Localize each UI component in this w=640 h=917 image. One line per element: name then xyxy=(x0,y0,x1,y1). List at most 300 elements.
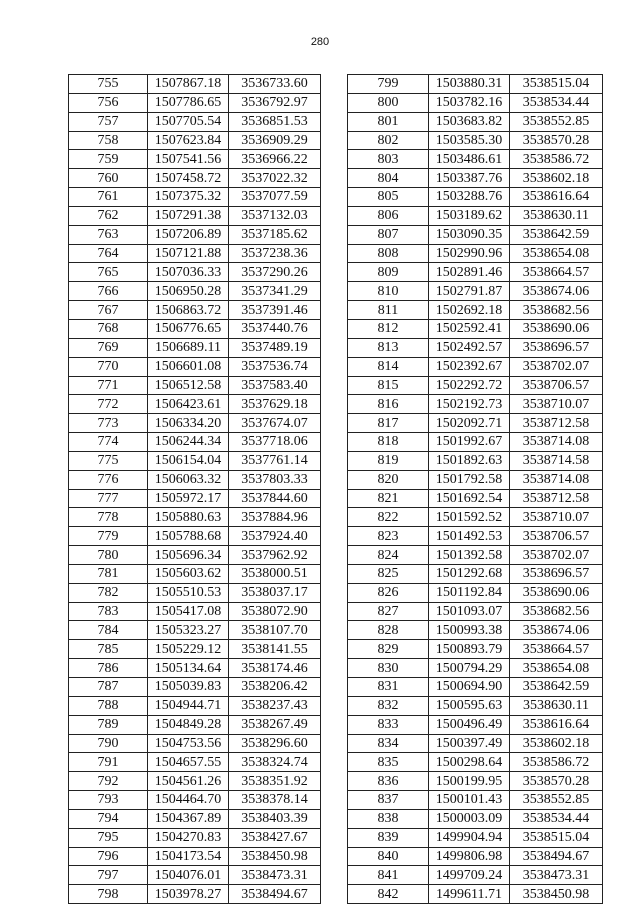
y-coordinate-cell: 3537536.74 xyxy=(229,357,321,376)
y-coordinate-cell: 3538690.06 xyxy=(510,319,603,338)
table-row xyxy=(69,546,321,565)
point-number-cell: 832 xyxy=(348,696,429,715)
point-number-cell: 764 xyxy=(69,244,148,263)
x-coordinate-cell: 1503585.30 xyxy=(429,131,510,150)
point-number-cell: 791 xyxy=(69,753,148,772)
point-number-cell: 766 xyxy=(69,282,148,301)
y-coordinate-cell: 3538602.18 xyxy=(510,734,603,753)
y-coordinate-cell: 3538682.56 xyxy=(510,602,603,621)
x-coordinate-cell: 1500298.64 xyxy=(429,753,510,772)
table-row xyxy=(69,753,321,772)
x-coordinate-cell: 1504270.83 xyxy=(148,828,229,847)
point-number-cell: 756 xyxy=(69,93,148,112)
table-row xyxy=(348,395,603,414)
y-coordinate-cell: 3538664.57 xyxy=(510,640,603,659)
table-row xyxy=(69,112,321,131)
table-row xyxy=(348,885,603,904)
y-coordinate-cell: 3538494.67 xyxy=(510,847,603,866)
table-row xyxy=(348,696,603,715)
y-coordinate-cell: 3538403.39 xyxy=(229,809,321,828)
point-number-cell: 808 xyxy=(348,244,429,263)
table-row xyxy=(348,376,603,395)
point-number-cell: 811 xyxy=(348,301,429,320)
y-coordinate-cell: 3538714.58 xyxy=(510,451,603,470)
table-row xyxy=(69,734,321,753)
table-row xyxy=(69,263,321,282)
table-row xyxy=(348,546,603,565)
point-number-cell: 787 xyxy=(69,678,148,697)
table-row xyxy=(69,489,321,508)
table-row xyxy=(348,93,603,112)
y-coordinate-cell: 3538690.06 xyxy=(510,583,603,602)
point-number-cell: 842 xyxy=(348,885,429,904)
y-coordinate-cell: 3537185.62 xyxy=(229,225,321,244)
x-coordinate-cell: 1500794.29 xyxy=(429,659,510,678)
y-coordinate-cell: 3538696.57 xyxy=(510,338,603,357)
point-number-cell: 768 xyxy=(69,319,148,338)
point-number-cell: 782 xyxy=(69,583,148,602)
x-coordinate-cell: 1502592.41 xyxy=(429,319,510,338)
table-row xyxy=(348,451,603,470)
x-coordinate-cell: 1507705.54 xyxy=(148,112,229,131)
x-coordinate-cell: 1501192.84 xyxy=(429,583,510,602)
coordinates-table-right xyxy=(347,74,603,904)
table-row xyxy=(69,395,321,414)
y-coordinate-cell: 3538473.31 xyxy=(510,866,603,885)
x-coordinate-cell: 1505323.27 xyxy=(148,621,229,640)
x-coordinate-cell: 1506244.34 xyxy=(148,433,229,452)
point-number-cell: 809 xyxy=(348,263,429,282)
table-row xyxy=(69,640,321,659)
point-number-cell: 816 xyxy=(348,395,429,414)
y-coordinate-cell: 3538534.44 xyxy=(510,809,603,828)
x-coordinate-cell: 1505972.17 xyxy=(148,489,229,508)
x-coordinate-cell: 1500101.43 xyxy=(429,791,510,810)
table-row xyxy=(69,659,321,678)
point-number-cell: 834 xyxy=(348,734,429,753)
x-coordinate-cell: 1506423.61 xyxy=(148,395,229,414)
table-row xyxy=(348,508,603,527)
table-row xyxy=(69,791,321,810)
y-coordinate-cell: 3537132.03 xyxy=(229,206,321,225)
x-coordinate-cell: 1504173.54 xyxy=(148,847,229,866)
table-row xyxy=(69,847,321,866)
y-coordinate-cell: 3537583.40 xyxy=(229,376,321,395)
y-coordinate-cell: 3538664.57 xyxy=(510,263,603,282)
point-number-cell: 755 xyxy=(69,75,148,94)
point-number-cell: 796 xyxy=(69,847,148,866)
point-number-cell: 778 xyxy=(69,508,148,527)
y-coordinate-cell: 3538710.07 xyxy=(510,395,603,414)
y-coordinate-cell: 3536851.53 xyxy=(229,112,321,131)
table-row xyxy=(69,583,321,602)
x-coordinate-cell: 1507867.18 xyxy=(148,75,229,94)
point-number-cell: 773 xyxy=(69,414,148,433)
y-coordinate-cell: 3537962.92 xyxy=(229,546,321,565)
point-number-cell: 792 xyxy=(69,772,148,791)
point-number-cell: 767 xyxy=(69,301,148,320)
x-coordinate-cell: 1502791.87 xyxy=(429,282,510,301)
table-row xyxy=(348,828,603,847)
point-number-cell: 819 xyxy=(348,451,429,470)
x-coordinate-cell: 1504849.28 xyxy=(148,715,229,734)
table-row xyxy=(69,678,321,697)
y-coordinate-cell: 3537884.96 xyxy=(229,508,321,527)
point-number-cell: 797 xyxy=(69,866,148,885)
x-coordinate-cell: 1505510.53 xyxy=(148,583,229,602)
point-number-cell: 801 xyxy=(348,112,429,131)
table-row xyxy=(348,847,603,866)
point-number-cell: 841 xyxy=(348,866,429,885)
y-coordinate-cell: 3538586.72 xyxy=(510,150,603,169)
table-row xyxy=(348,244,603,263)
x-coordinate-cell: 1501792.58 xyxy=(429,470,510,489)
y-coordinate-cell: 3538714.08 xyxy=(510,470,603,489)
x-coordinate-cell: 1503782.16 xyxy=(429,93,510,112)
table-row xyxy=(348,602,603,621)
table-row xyxy=(348,357,603,376)
y-coordinate-cell: 3537022.32 xyxy=(229,169,321,188)
y-coordinate-cell: 3537391.46 xyxy=(229,301,321,320)
y-coordinate-cell: 3538267.49 xyxy=(229,715,321,734)
page-number: 280 xyxy=(310,36,330,48)
point-number-cell: 815 xyxy=(348,376,429,395)
point-number-cell: 795 xyxy=(69,828,148,847)
point-number-cell: 840 xyxy=(348,847,429,866)
y-coordinate-cell: 3537629.18 xyxy=(229,395,321,414)
table-row xyxy=(348,583,603,602)
x-coordinate-cell: 1500893.79 xyxy=(429,640,510,659)
table-row xyxy=(69,696,321,715)
point-number-cell: 777 xyxy=(69,489,148,508)
y-coordinate-cell: 3537674.07 xyxy=(229,414,321,433)
point-number-cell: 757 xyxy=(69,112,148,131)
table-row xyxy=(69,602,321,621)
point-number-cell: 786 xyxy=(69,659,148,678)
x-coordinate-cell: 1503683.82 xyxy=(429,112,510,131)
x-coordinate-cell: 1501892.63 xyxy=(429,451,510,470)
point-number-cell: 824 xyxy=(348,546,429,565)
table-row xyxy=(69,169,321,188)
y-coordinate-cell: 3537924.40 xyxy=(229,527,321,546)
x-coordinate-cell: 1505134.64 xyxy=(148,659,229,678)
table-row xyxy=(69,433,321,452)
point-number-cell: 804 xyxy=(348,169,429,188)
table-row xyxy=(69,357,321,376)
table-row xyxy=(69,866,321,885)
point-number-cell: 772 xyxy=(69,395,148,414)
y-coordinate-cell: 3538450.98 xyxy=(229,847,321,866)
y-coordinate-cell: 3538552.85 xyxy=(510,112,603,131)
point-number-cell: 763 xyxy=(69,225,148,244)
x-coordinate-cell: 1502891.46 xyxy=(429,263,510,282)
x-coordinate-cell: 1501093.07 xyxy=(429,602,510,621)
x-coordinate-cell: 1503880.31 xyxy=(429,75,510,94)
y-coordinate-cell: 3537761.14 xyxy=(229,451,321,470)
y-coordinate-cell: 3538494.67 xyxy=(229,885,321,904)
point-number-cell: 828 xyxy=(348,621,429,640)
y-coordinate-cell: 3538616.64 xyxy=(510,715,603,734)
x-coordinate-cell: 1506776.65 xyxy=(148,319,229,338)
point-number-cell: 818 xyxy=(348,433,429,452)
x-coordinate-cell: 1502492.57 xyxy=(429,338,510,357)
y-coordinate-cell: 3538706.57 xyxy=(510,376,603,395)
x-coordinate-cell: 1500595.63 xyxy=(429,696,510,715)
point-number-cell: 769 xyxy=(69,338,148,357)
table-row xyxy=(348,169,603,188)
point-number-cell: 802 xyxy=(348,131,429,150)
point-number-cell: 799 xyxy=(348,75,429,94)
table-row xyxy=(348,866,603,885)
y-coordinate-cell: 3537718.06 xyxy=(229,433,321,452)
table-row xyxy=(348,206,603,225)
x-coordinate-cell: 1502292.72 xyxy=(429,376,510,395)
y-coordinate-cell: 3537440.76 xyxy=(229,319,321,338)
table-row xyxy=(69,188,321,207)
table-row xyxy=(69,319,321,338)
point-number-cell: 758 xyxy=(69,131,148,150)
point-number-cell: 775 xyxy=(69,451,148,470)
table-row xyxy=(69,414,321,433)
y-coordinate-cell: 3537290.26 xyxy=(229,263,321,282)
table-row xyxy=(69,131,321,150)
y-coordinate-cell: 3537803.33 xyxy=(229,470,321,489)
point-number-cell: 835 xyxy=(348,753,429,772)
y-coordinate-cell: 3538552.85 xyxy=(510,791,603,810)
x-coordinate-cell: 1503978.27 xyxy=(148,885,229,904)
x-coordinate-cell: 1503189.62 xyxy=(429,206,510,225)
point-number-cell: 794 xyxy=(69,809,148,828)
y-coordinate-cell: 3538714.08 xyxy=(510,433,603,452)
coordinates-table-left xyxy=(68,74,321,904)
x-coordinate-cell: 1505039.83 xyxy=(148,678,229,697)
x-coordinate-cell: 1501392.58 xyxy=(429,546,510,565)
table-row xyxy=(348,809,603,828)
point-number-cell: 807 xyxy=(348,225,429,244)
y-coordinate-cell: 3538206.42 xyxy=(229,678,321,697)
point-number-cell: 770 xyxy=(69,357,148,376)
x-coordinate-cell: 1506063.32 xyxy=(148,470,229,489)
point-number-cell: 822 xyxy=(348,508,429,527)
table-row xyxy=(348,527,603,546)
x-coordinate-cell: 1507036.33 xyxy=(148,263,229,282)
point-number-cell: 784 xyxy=(69,621,148,640)
y-coordinate-cell: 3538296.60 xyxy=(229,734,321,753)
point-number-cell: 826 xyxy=(348,583,429,602)
point-number-cell: 776 xyxy=(69,470,148,489)
x-coordinate-cell: 1501992.67 xyxy=(429,433,510,452)
point-number-cell: 820 xyxy=(348,470,429,489)
y-coordinate-cell: 3538702.07 xyxy=(510,357,603,376)
y-coordinate-cell: 3538237.43 xyxy=(229,696,321,715)
table-row xyxy=(348,753,603,772)
y-coordinate-cell: 3537844.60 xyxy=(229,489,321,508)
table-row xyxy=(348,188,603,207)
y-coordinate-cell: 3538141.55 xyxy=(229,640,321,659)
point-number-cell: 812 xyxy=(348,319,429,338)
y-coordinate-cell: 3537238.36 xyxy=(229,244,321,263)
x-coordinate-cell: 1499904.94 xyxy=(429,828,510,847)
y-coordinate-cell: 3536733.60 xyxy=(229,75,321,94)
table-row xyxy=(69,225,321,244)
x-coordinate-cell: 1506863.72 xyxy=(148,301,229,320)
y-coordinate-cell: 3538570.28 xyxy=(510,772,603,791)
y-coordinate-cell: 3538602.18 xyxy=(510,169,603,188)
y-coordinate-cell: 3538674.06 xyxy=(510,621,603,640)
table-row xyxy=(69,244,321,263)
x-coordinate-cell: 1500397.49 xyxy=(429,734,510,753)
point-number-cell: 761 xyxy=(69,188,148,207)
point-number-cell: 821 xyxy=(348,489,429,508)
y-coordinate-cell: 3538378.14 xyxy=(229,791,321,810)
x-coordinate-cell: 1505229.12 xyxy=(148,640,229,659)
x-coordinate-cell: 1507206.89 xyxy=(148,225,229,244)
x-coordinate-cell: 1507458.72 xyxy=(148,169,229,188)
x-coordinate-cell: 1507291.38 xyxy=(148,206,229,225)
table-row xyxy=(69,75,321,94)
table-row xyxy=(348,564,603,583)
x-coordinate-cell: 1504657.55 xyxy=(148,753,229,772)
x-coordinate-cell: 1501292.68 xyxy=(429,564,510,583)
point-number-cell: 813 xyxy=(348,338,429,357)
table-row xyxy=(348,640,603,659)
x-coordinate-cell: 1507541.56 xyxy=(148,150,229,169)
table-row xyxy=(69,93,321,112)
table-row xyxy=(348,112,603,131)
y-coordinate-cell: 3537077.59 xyxy=(229,188,321,207)
point-number-cell: 790 xyxy=(69,734,148,753)
table-row xyxy=(69,150,321,169)
x-coordinate-cell: 1504367.89 xyxy=(148,809,229,828)
point-number-cell: 783 xyxy=(69,602,148,621)
y-coordinate-cell: 3538702.07 xyxy=(510,546,603,565)
table-row xyxy=(348,772,603,791)
y-coordinate-cell: 3538706.57 xyxy=(510,527,603,546)
point-number-cell: 780 xyxy=(69,546,148,565)
point-number-cell: 759 xyxy=(69,150,148,169)
y-coordinate-cell: 3538654.08 xyxy=(510,659,603,678)
point-number-cell: 831 xyxy=(348,678,429,697)
point-number-cell: 830 xyxy=(348,659,429,678)
y-coordinate-cell: 3538107.70 xyxy=(229,621,321,640)
point-number-cell: 825 xyxy=(348,564,429,583)
point-number-cell: 806 xyxy=(348,206,429,225)
point-number-cell: 765 xyxy=(69,263,148,282)
x-coordinate-cell: 1506950.28 xyxy=(148,282,229,301)
x-coordinate-cell: 1501492.53 xyxy=(429,527,510,546)
table-row xyxy=(348,131,603,150)
table-row xyxy=(348,659,603,678)
y-coordinate-cell: 3538710.07 xyxy=(510,508,603,527)
table-row xyxy=(69,282,321,301)
point-number-cell: 817 xyxy=(348,414,429,433)
point-number-cell: 785 xyxy=(69,640,148,659)
y-coordinate-cell: 3536792.97 xyxy=(229,93,321,112)
table-row xyxy=(69,809,321,828)
table-row xyxy=(69,301,321,320)
y-coordinate-cell: 3538534.44 xyxy=(510,93,603,112)
table-row xyxy=(69,772,321,791)
y-coordinate-cell: 3538616.64 xyxy=(510,188,603,207)
y-coordinate-cell: 3538000.51 xyxy=(229,564,321,583)
table-row xyxy=(348,282,603,301)
table-row xyxy=(348,489,603,508)
x-coordinate-cell: 1500694.90 xyxy=(429,678,510,697)
table-row xyxy=(348,414,603,433)
point-number-cell: 788 xyxy=(69,696,148,715)
x-coordinate-cell: 1505880.63 xyxy=(148,508,229,527)
y-coordinate-cell: 3536909.29 xyxy=(229,131,321,150)
table-row xyxy=(69,206,321,225)
x-coordinate-cell: 1500496.49 xyxy=(429,715,510,734)
x-coordinate-cell: 1500199.95 xyxy=(429,772,510,791)
point-number-cell: 833 xyxy=(348,715,429,734)
y-coordinate-cell: 3538515.04 xyxy=(510,828,603,847)
x-coordinate-cell: 1502092.71 xyxy=(429,414,510,433)
y-coordinate-cell: 3538674.06 xyxy=(510,282,603,301)
table-row xyxy=(69,451,321,470)
x-coordinate-cell: 1506154.04 xyxy=(148,451,229,470)
table-row xyxy=(69,885,321,904)
x-coordinate-cell: 1499709.24 xyxy=(429,866,510,885)
x-coordinate-cell: 1507786.65 xyxy=(148,93,229,112)
x-coordinate-cell: 1502192.73 xyxy=(429,395,510,414)
point-number-cell: 836 xyxy=(348,772,429,791)
x-coordinate-cell: 1504464.70 xyxy=(148,791,229,810)
x-coordinate-cell: 1500993.38 xyxy=(429,621,510,640)
x-coordinate-cell: 1503486.61 xyxy=(429,150,510,169)
x-coordinate-cell: 1503090.35 xyxy=(429,225,510,244)
point-number-cell: 789 xyxy=(69,715,148,734)
y-coordinate-cell: 3538450.98 xyxy=(510,885,603,904)
y-coordinate-cell: 3538630.11 xyxy=(510,696,603,715)
x-coordinate-cell: 1499806.98 xyxy=(429,847,510,866)
table-row xyxy=(348,715,603,734)
table-row xyxy=(69,470,321,489)
x-coordinate-cell: 1503288.76 xyxy=(429,188,510,207)
y-coordinate-cell: 3538324.74 xyxy=(229,753,321,772)
y-coordinate-cell: 3538654.08 xyxy=(510,244,603,263)
y-coordinate-cell: 3538473.31 xyxy=(229,866,321,885)
y-coordinate-cell: 3538072.90 xyxy=(229,602,321,621)
x-coordinate-cell: 1502990.96 xyxy=(429,244,510,263)
x-coordinate-cell: 1501692.54 xyxy=(429,489,510,508)
point-number-cell: 810 xyxy=(348,282,429,301)
table-row xyxy=(348,150,603,169)
x-coordinate-cell: 1505788.68 xyxy=(148,527,229,546)
y-coordinate-cell: 3537341.29 xyxy=(229,282,321,301)
table-row xyxy=(69,828,321,847)
y-coordinate-cell: 3536966.22 xyxy=(229,150,321,169)
table-row xyxy=(348,225,603,244)
coordinates-table-right-body xyxy=(348,75,603,904)
x-coordinate-cell: 1506334.20 xyxy=(148,414,229,433)
table-row xyxy=(348,75,603,94)
x-coordinate-cell: 1503387.76 xyxy=(429,169,510,188)
point-number-cell: 793 xyxy=(69,791,148,810)
y-coordinate-cell: 3538427.67 xyxy=(229,828,321,847)
table-row xyxy=(348,678,603,697)
table-row xyxy=(348,338,603,357)
point-number-cell: 838 xyxy=(348,809,429,828)
x-coordinate-cell: 1501592.52 xyxy=(429,508,510,527)
y-coordinate-cell: 3538712.58 xyxy=(510,489,603,508)
point-number-cell: 814 xyxy=(348,357,429,376)
x-coordinate-cell: 1504944.71 xyxy=(148,696,229,715)
y-coordinate-cell: 3537489.19 xyxy=(229,338,321,357)
point-number-cell: 798 xyxy=(69,885,148,904)
table-row xyxy=(348,433,603,452)
